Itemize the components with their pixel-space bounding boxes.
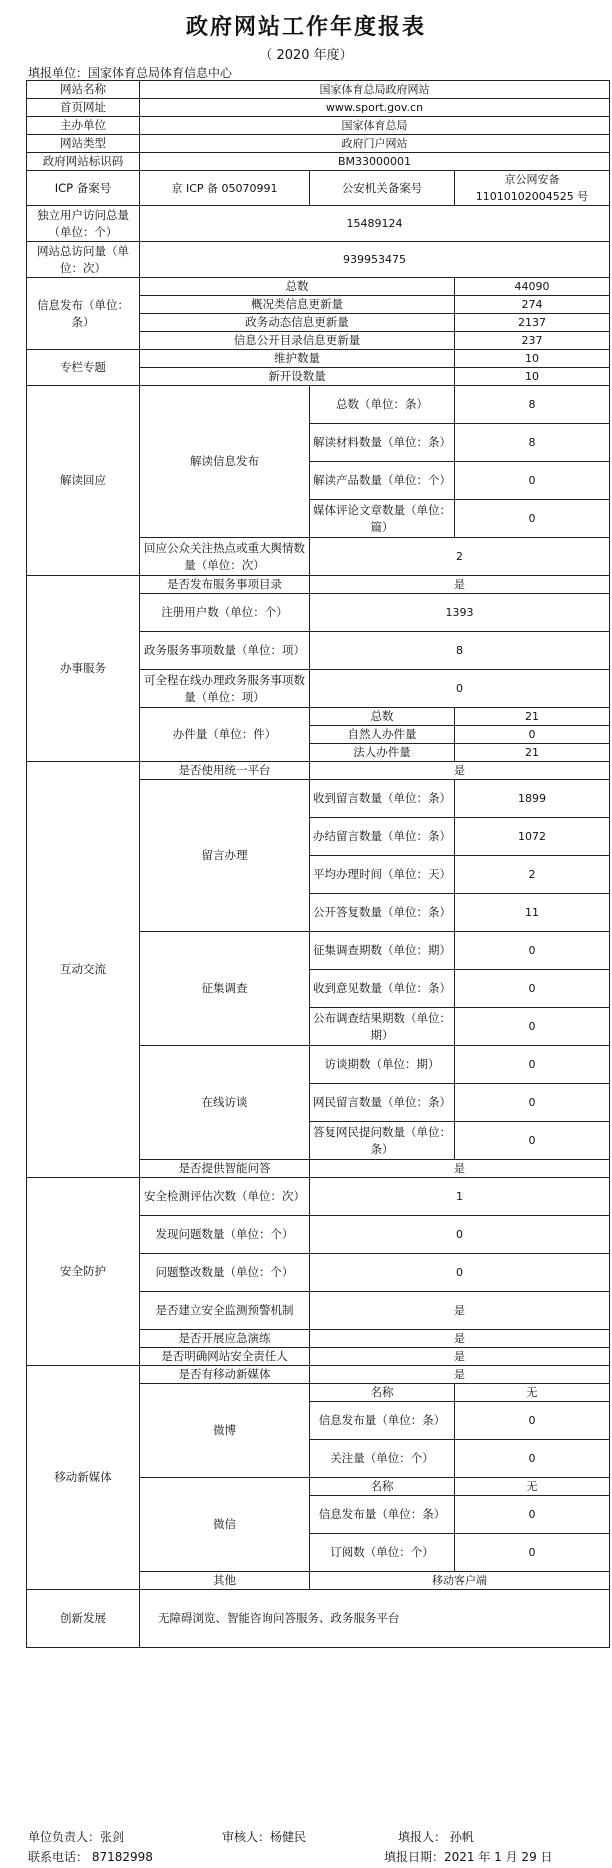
police-value: 京公网安备 11010102004525 号 — [455, 171, 610, 206]
security-row-label: 发现问题数量（单位：个） — [140, 1216, 310, 1254]
interpret-response-value: 2 — [310, 538, 610, 576]
filler-unit: 填报单位：国家体育总局体育信息中心 — [28, 66, 233, 80]
security-row-label: 是否建立安全监测预警机制 — [140, 1292, 310, 1330]
footer-filler: 填报人： 孙帆 — [398, 1830, 474, 1844]
survey-row-value: 0 — [455, 970, 610, 1008]
security-row-label: 问题整改数量（单位：个） — [140, 1254, 310, 1292]
footer-reviewer: 审核人：杨健民 — [222, 1830, 307, 1844]
msg-row-label: 平均办理时间（单位：天） — [310, 856, 455, 894]
talk-label: 在线访谈 — [140, 1046, 310, 1160]
wechat-row-value: 无 — [455, 1478, 610, 1496]
security-row-value: 0 — [310, 1254, 610, 1292]
security-row-label: 是否开展应急演练 — [140, 1330, 310, 1348]
column-row-value: 10 — [455, 368, 610, 386]
talk-row-label: 网民留言数量（单位：条） — [310, 1084, 455, 1122]
interpret-row-value: 0 — [455, 500, 610, 538]
service-online-value: 0 — [310, 670, 610, 708]
sponsor-label: 主办单位 — [27, 117, 140, 135]
uv-label: 独立用户访问总量（单位：个） — [27, 206, 140, 242]
msg-row-value: 1899 — [455, 780, 610, 818]
mobile-has-label: 是否有移动新媒体 — [140, 1366, 310, 1384]
footer-phone: 联系电话： 87182998 — [28, 1850, 153, 1864]
interpret-row-label: 媒体评论文章数量（单位：篇） — [310, 500, 455, 538]
security-row-value: 0 — [310, 1216, 610, 1254]
security-row-value: 是 — [310, 1292, 610, 1330]
cases-row-value: 21 — [455, 708, 610, 726]
homepage-link[interactable]: www.sport.gov.cn — [140, 99, 610, 117]
survey-row-label: 征集调查期数（单位：期） — [310, 932, 455, 970]
wechat-row-value: 0 — [455, 1534, 610, 1572]
wechat-label: 微信 — [140, 1478, 310, 1572]
security-row-label: 是否明确网站安全责任人 — [140, 1348, 310, 1366]
interpret-row-value: 0 — [455, 462, 610, 500]
interpret-row-value: 8 — [455, 386, 610, 424]
weibo-row-value: 无 — [455, 1384, 610, 1402]
interact-platform-label: 是否使用统一平台 — [140, 762, 310, 780]
service-items-value: 8 — [310, 632, 610, 670]
service-catalog-label: 是否发布服务事项目录 — [140, 576, 310, 594]
publish-row-label: 政务动态信息更新量 — [140, 314, 455, 332]
interpret-row-value: 8 — [455, 424, 610, 462]
weibo-row-value: 0 — [455, 1402, 610, 1440]
publish-row-label: 概况类信息更新量 — [140, 296, 455, 314]
publish-row-value: 237 — [455, 332, 610, 350]
service-cases-label: 办件量（单位：件） — [140, 708, 310, 762]
interpret-response-label: 回应公众关注热点或重大舆情数量（单位：次） — [140, 538, 310, 576]
interpret-label: 解读回应 — [27, 386, 140, 576]
service-users-value: 1393 — [310, 594, 610, 632]
mobile-has-value: 是 — [310, 1366, 610, 1384]
survey-row-value: 0 — [455, 932, 610, 970]
site-name-value: 国家体育总局政府网站 — [140, 81, 610, 99]
publish-row-value: 274 — [455, 296, 610, 314]
icp-value: 京 ICP 备 05070991 — [140, 171, 310, 206]
service-items-label: 政务服务事项数量（单位：项） — [140, 632, 310, 670]
site-code-label: 政府网站标识码 — [27, 153, 140, 171]
interpret-sub-label: 解读信息发布 — [140, 386, 310, 538]
security-row-value: 1 — [310, 1178, 610, 1216]
security-row-value: 是 — [310, 1330, 610, 1348]
weibo-row-label: 关注量（单位：个） — [310, 1440, 455, 1478]
interact-label: 互动交流 — [27, 762, 140, 1178]
msg-row-value: 2 — [455, 856, 610, 894]
cases-row-label: 自然人办件量 — [310, 726, 455, 744]
security-row-label: 安全检测评估次数（单位：次） — [140, 1178, 310, 1216]
msg-row-label: 公开答复数量（单位：条） — [310, 894, 455, 932]
footer-date: 填报日期：2021 年 1 月 29 日 — [384, 1850, 553, 1864]
report-title: 政府网站工作年度报表 — [185, 14, 426, 40]
security-label: 安全防护 — [27, 1178, 140, 1366]
footer-principal: 单位负责人：张剑 — [28, 1830, 125, 1844]
site-code-value: BM33000001 — [140, 153, 610, 171]
msg-row-label: 办结留言数量（单位：条） — [310, 818, 455, 856]
msg-label: 留言办理 — [140, 780, 310, 932]
publish-row-value: 44090 — [455, 278, 610, 296]
wechat-row-label: 名称 — [310, 1478, 455, 1496]
survey-row-value: 0 — [455, 1008, 610, 1046]
interpret-row-label: 解读材料数量（单位：条） — [310, 424, 455, 462]
ai-qa-value: 是 — [310, 1160, 610, 1178]
wechat-row-label: 信息发布量（单位：条） — [310, 1496, 455, 1534]
wechat-row-label: 订阅数（单位：个） — [310, 1534, 455, 1572]
survey-label: 征集调查 — [140, 932, 310, 1046]
weibo-row-label: 名称 — [310, 1384, 455, 1402]
cases-row-value: 0 — [455, 726, 610, 744]
weibo-row-label: 信息发布量（单位：条） — [310, 1402, 455, 1440]
column-row-label: 新开设数量 — [140, 368, 455, 386]
police-label: 公安机关备案号 — [310, 171, 455, 206]
talk-row-label: 访谈期数（单位：期） — [310, 1046, 455, 1084]
column-row-value: 10 — [455, 350, 610, 368]
homepage-label: 首页网址 — [27, 99, 140, 117]
site-type-label: 网站类型 — [27, 135, 140, 153]
interpret-row-label: 总数（单位：条） — [310, 386, 455, 424]
sponsor-value: 国家体育总局 — [140, 117, 610, 135]
column-row-label: 维护数量 — [140, 350, 455, 368]
cases-row-value: 21 — [455, 744, 610, 762]
talk-row-label: 答复网民提问数量（单位：条） — [310, 1122, 455, 1160]
msg-row-label: 收到留言数量（单位：条） — [310, 780, 455, 818]
innovation-label: 创新发展 — [27, 1590, 140, 1648]
icp-label: ICP 备案号 — [27, 171, 140, 206]
interpret-row-label: 解读产品数量（单位：个） — [310, 462, 455, 500]
weibo-row-value: 0 — [455, 1440, 610, 1478]
mobile-other-value: 移动客户端 — [310, 1572, 610, 1590]
mobile-other-label: 其他 — [140, 1572, 310, 1590]
talk-row-value: 0 — [455, 1046, 610, 1084]
talk-row-value: 0 — [455, 1122, 610, 1160]
service-label: 办事服务 — [27, 576, 140, 762]
ai-qa-label: 是否提供智能问答 — [140, 1160, 310, 1178]
mobile-label: 移动新媒体 — [27, 1366, 140, 1590]
pv-value: 939953475 — [140, 242, 610, 278]
survey-row-label: 收到意见数量（单位：条） — [310, 970, 455, 1008]
publish-row-label: 总数 — [140, 278, 455, 296]
survey-row-label: 公布调查结果期数（单位：期） — [310, 1008, 455, 1046]
wechat-row-value: 0 — [455, 1496, 610, 1534]
weibo-label: 微博 — [140, 1384, 310, 1478]
service-online-label: 可全程在线办理政务服务事项数量（单位：项） — [140, 670, 310, 708]
msg-row-value: 11 — [455, 894, 610, 932]
site-name-label: 网站名称 — [27, 81, 140, 99]
service-catalog-value: 是 — [310, 576, 610, 594]
cases-row-label: 总数 — [310, 708, 455, 726]
site-type-value: 政府门户网站 — [140, 135, 610, 153]
cases-row-label: 法人办件量 — [310, 744, 455, 762]
publish-row-value: 2137 — [455, 314, 610, 332]
service-users-label: 注册用户数（单位：个） — [140, 594, 310, 632]
uv-value: 15489124 — [140, 206, 610, 242]
talk-row-value: 0 — [455, 1084, 610, 1122]
pv-label: 网站总访问量（单位：次） — [27, 242, 140, 278]
security-row-value: 是 — [310, 1348, 610, 1366]
report-table — [26, 80, 610, 1648]
interact-platform-value: 是 — [310, 762, 610, 780]
publish-row-label: 信息公开目录信息更新量 — [140, 332, 455, 350]
publish-label: 信息发布（单位：条） — [27, 278, 140, 350]
report-year: （ 2020 年度） — [259, 48, 353, 63]
innovation-value: 无障碍浏览、智能咨询问答服务、政务服务平台 — [140, 1590, 610, 1648]
column-label: 专栏专题 — [27, 350, 140, 386]
msg-row-value: 1072 — [455, 818, 610, 856]
